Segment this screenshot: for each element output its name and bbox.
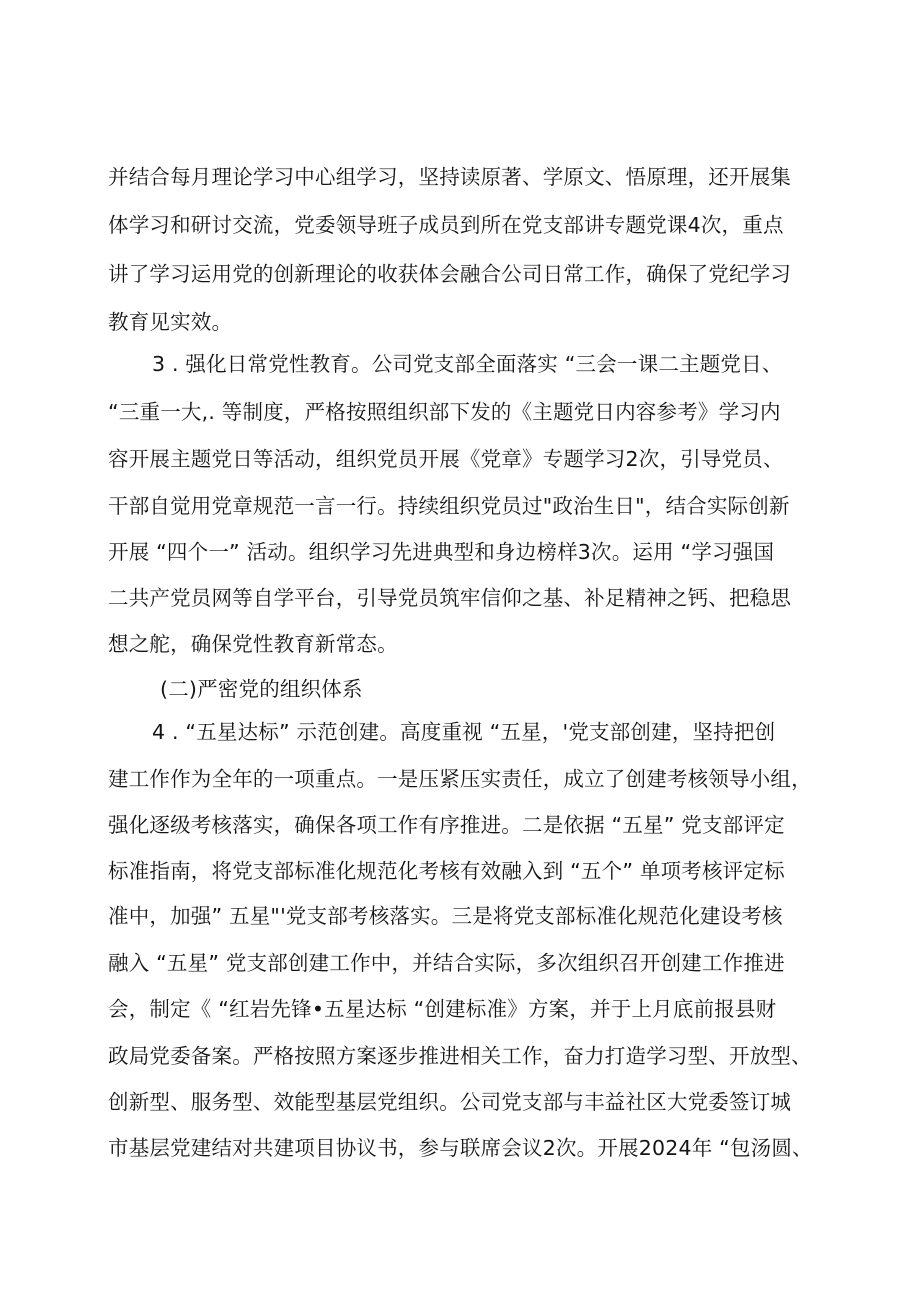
paragraph-3-first-line: 3 . 强化日常党性教育。公司党支部全面落实 “三会一课二主题党日、 [152, 352, 783, 376]
body-line: 建工作作为全年的一项重点。一是压紧压实责任，成立了创建考核领导小组， [108, 767, 812, 791]
body-line: 创新型、服务型、效能型基层党组织。公司党支部与丰益社区大党委签订城 [108, 1090, 792, 1114]
body-line: 体学习和研讨交流，党委领导班子成员到所在党支部讲专题党课4次，重点 [108, 213, 784, 237]
body-line: 干部自觉用党章规范一言一行。持续组织党员过"政治生日"，结合实际创新 [108, 494, 790, 518]
body-line: 融入 “五星” 党支部创建工作中，并结合实际，多次组织召开创建工作推进 [108, 951, 785, 975]
body-line: 并结合每月理论学习中心组学习，坚持读原著、学原文、悟原理，还开展集 [108, 165, 792, 189]
body-line: 讲了学习运用党的创新理论的收获体会融合公司日常工作，确保了党纪学习 [108, 262, 792, 286]
body-line: 教育见实效。 [108, 310, 233, 334]
body-line: 政局党委备案。严格按照方案逐步推进相关工作，奋力打造学习型、开放型、 [108, 1044, 812, 1068]
body-line: 想之舵，确保党性教育新常态。 [108, 632, 398, 656]
body-line: 准中，加强” 五星"'党支部考核落实。三是将党支部标准化规范化建设考核 [108, 904, 783, 928]
body-line: 容开展主题党日等活动，组织党员开展《党章》专题学习2次，引导党员、 [108, 447, 784, 471]
body-line: 会，制定《 “红岩先锋•五星达标 “创建标准》方案，并于上月底前报县财 [108, 997, 777, 1021]
paragraph-4-first-line: 4 . “五星达标” 示范创建。高度重视 “五星，'党支部创建，坚持把创 [152, 720, 776, 744]
body-line: “三重一大,. 等制度，严格按照组织部下发的《主题党日内容参考》学习内 [108, 400, 781, 424]
body-line: 二共产党员网等自学平台，引导党员筑牢信仰之基、补足精神之钙、把稳思 [108, 586, 792, 610]
section-heading: (二)严密党的组织体系 [160, 677, 363, 701]
body-line: 开展 “四个一” 活动。组织学习先进典型和身边榜样3次。运用 “学习强国 [108, 540, 775, 564]
body-line: 标准指南，将党支部标准化规范化考核有效融入到 “五个” 单项考核评定标 [108, 859, 785, 883]
body-line: 市基层党建结对共建项目协议书，参与联席会议2次。开展2024年 “包汤圆、 [108, 1136, 813, 1160]
body-line: 强化逐级考核落实，确保各项工作有序推进。二是依据 “五星” 党支部评定 [108, 813, 785, 837]
